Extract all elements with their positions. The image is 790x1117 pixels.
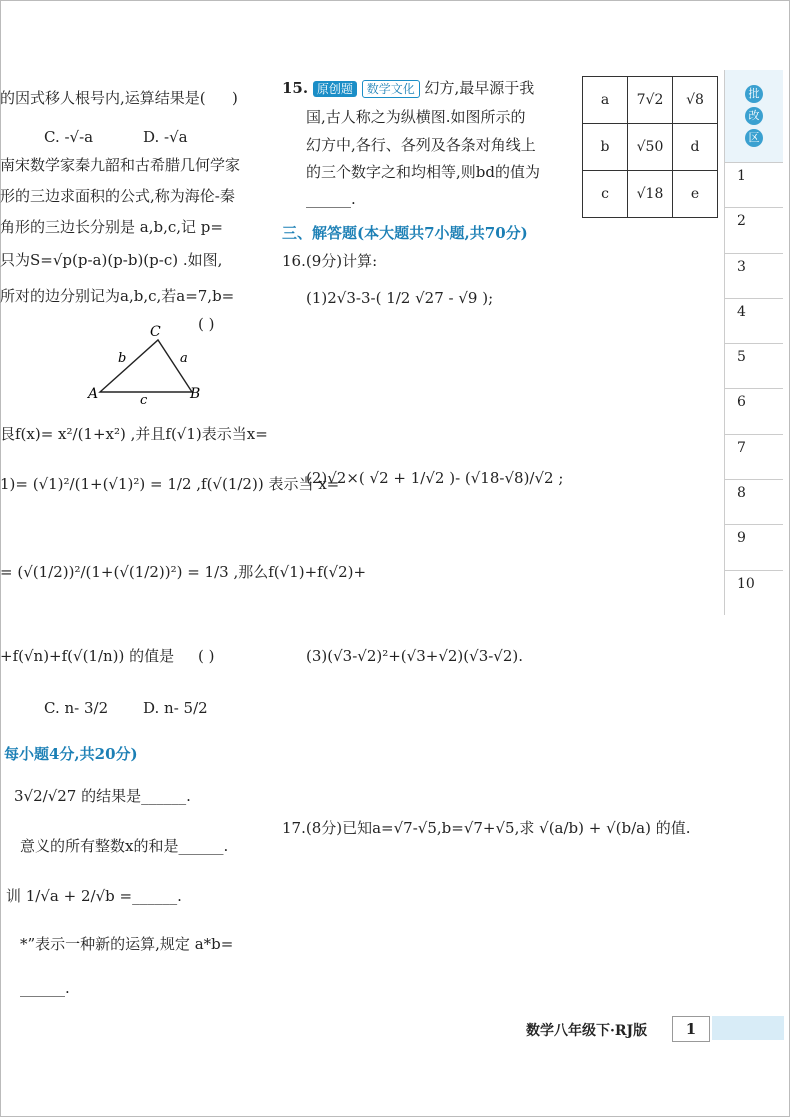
vertex-b: B <box>190 386 201 402</box>
magic-cell: 7√2 <box>628 77 673 124</box>
grading-slot[interactable]: 10 <box>725 570 783 615</box>
grading-slot[interactable]: 2 <box>725 207 783 252</box>
question-15-line-4: 的三个数字之和均相等,则bd的值为 <box>306 163 540 181</box>
grading-slot[interactable]: 7 <box>725 434 783 479</box>
grading-slot[interactable]: 9 <box>725 524 783 569</box>
question-11: 3√2/√27 的结果是______. <box>14 787 191 805</box>
grading-sidebar <box>724 70 783 615</box>
grading-slot[interactable]: 3 <box>725 253 783 298</box>
option-d: D. -√a <box>143 128 188 146</box>
grading-char: 改 <box>745 107 763 125</box>
magic-square <box>582 76 718 218</box>
left-line-6: 所对的边分别记为a,b,c,若a=7,b= <box>0 287 235 305</box>
option-c: C. -√-a <box>44 128 94 146</box>
question-15-line-3: 幻方中,各行、各列及各条对角线上 <box>306 136 536 154</box>
magic-cell: b <box>583 124 628 171</box>
question-14: *”表示一种新的运算,规定 a*b= <box>20 935 234 953</box>
option-c-2: C. n- 3/2 <box>44 699 109 717</box>
left-line-4: 角形的三边长分别是 a,b,c,记 p= <box>0 218 223 236</box>
question-17: 17.(8分)已知a=√7-√5,b=√7+√5,求 √(a/b) + √(b/a) 的值. <box>282 819 691 837</box>
triangle-shape <box>100 340 192 392</box>
side-c: c <box>140 393 148 408</box>
question-15-line-1: 15. 原创题 数学文化 幻方,最早源于我 <box>282 79 535 97</box>
grading-slot[interactable]: 6 <box>725 388 783 433</box>
side-a: a <box>180 351 188 366</box>
left-line-8: 1)= (√1)²/(1+(√1)²) = 1/2 ,f(√(1/2)) 表示当 x= <box>0 475 340 493</box>
left-line-3: 形的三边求面积的公式,称为海伦-秦 <box>0 187 235 205</box>
magic-cell: √18 <box>628 171 673 218</box>
vertex-a: A <box>88 386 99 402</box>
magic-row <box>583 77 718 124</box>
magic-row <box>583 171 718 218</box>
option-d-2: D. n- 5/2 <box>143 699 208 717</box>
question-15-line-2: 国,古人称之为纵横图.如图所示的 <box>306 108 526 126</box>
magic-cell: c <box>583 171 628 218</box>
grading-char: 批 <box>745 85 763 103</box>
left-q-line-1: 的因式移人根号内,运算结果是( <box>0 89 206 107</box>
grading-slot[interactable]: 1 <box>725 162 783 207</box>
left-line-5: 只为S=√p(p-a)(p-b)(p-c) .如图, <box>0 251 223 269</box>
answer-paren: ) <box>232 89 238 107</box>
magic-cell: √8 <box>673 77 718 124</box>
math-culture-tag: 数学文化 <box>362 80 420 98</box>
grading-slot[interactable]: 8 <box>725 479 783 524</box>
question-12: 意义的所有整数x的和是______. <box>20 837 229 855</box>
footer-decor <box>712 1016 784 1040</box>
magic-cell: √50 <box>628 124 673 171</box>
answer-paren-2: ( ) <box>198 315 215 333</box>
magic-cell: a <box>583 77 628 124</box>
side-b: b <box>118 351 127 366</box>
footer-label: 数学八年级下·RJ版 <box>526 1023 648 1039</box>
left-line-2: 南宋数学家秦九韶和古希腊几何学家 <box>0 156 241 174</box>
magic-cell: d <box>673 124 718 171</box>
left-line-7: 艮f(x)= x²/(1+x²) ,并且f(√1)表示当x= <box>0 425 268 443</box>
grading-char: 区 <box>745 129 763 147</box>
magic-cell: e <box>673 171 718 218</box>
magic-row <box>583 124 718 171</box>
grading-header <box>725 70 783 162</box>
original-tag: 原创题 <box>313 81 357 97</box>
section-fill-blank: 每小题4分,共20分) <box>4 745 138 763</box>
question-16-part-3: (3)(√3-√2)²+(√3+√2)(√3-√2). <box>306 647 524 665</box>
vertex-c: C <box>150 324 161 340</box>
question-16-head: 16.(9分)计算: <box>282 252 378 270</box>
section-3-title: 三、解答题(本大题共7小题,共70分) <box>282 224 528 242</box>
left-line-9: = (√(1/2))²/(1+(√(1/2))²) = 1/3 ,那么f(√1)+f(√2)+ <box>0 563 367 581</box>
question-16-part-1: (1)2√3-3-( 1/2 √27 - √9 ); <box>306 289 494 307</box>
grading-slot[interactable]: 4 <box>725 298 783 343</box>
question-13: 训 1/√a + 2/√b =______. <box>6 887 182 905</box>
triangle-figure <box>80 320 210 410</box>
question-15-blank: ______. <box>306 190 356 208</box>
left-line-10: +f(√n)+f(√(1/n)) 的值是 <box>0 647 175 665</box>
question-14-blank: ______. <box>20 979 70 997</box>
grading-slot[interactable]: 5 <box>725 343 783 388</box>
answer-paren-3: ( ) <box>198 647 215 665</box>
page-number: 1 <box>672 1016 710 1042</box>
question-16-part-2: (2)√2×( √2 + 1/√2 )- (√18-√8)/√2 ; <box>306 469 564 487</box>
